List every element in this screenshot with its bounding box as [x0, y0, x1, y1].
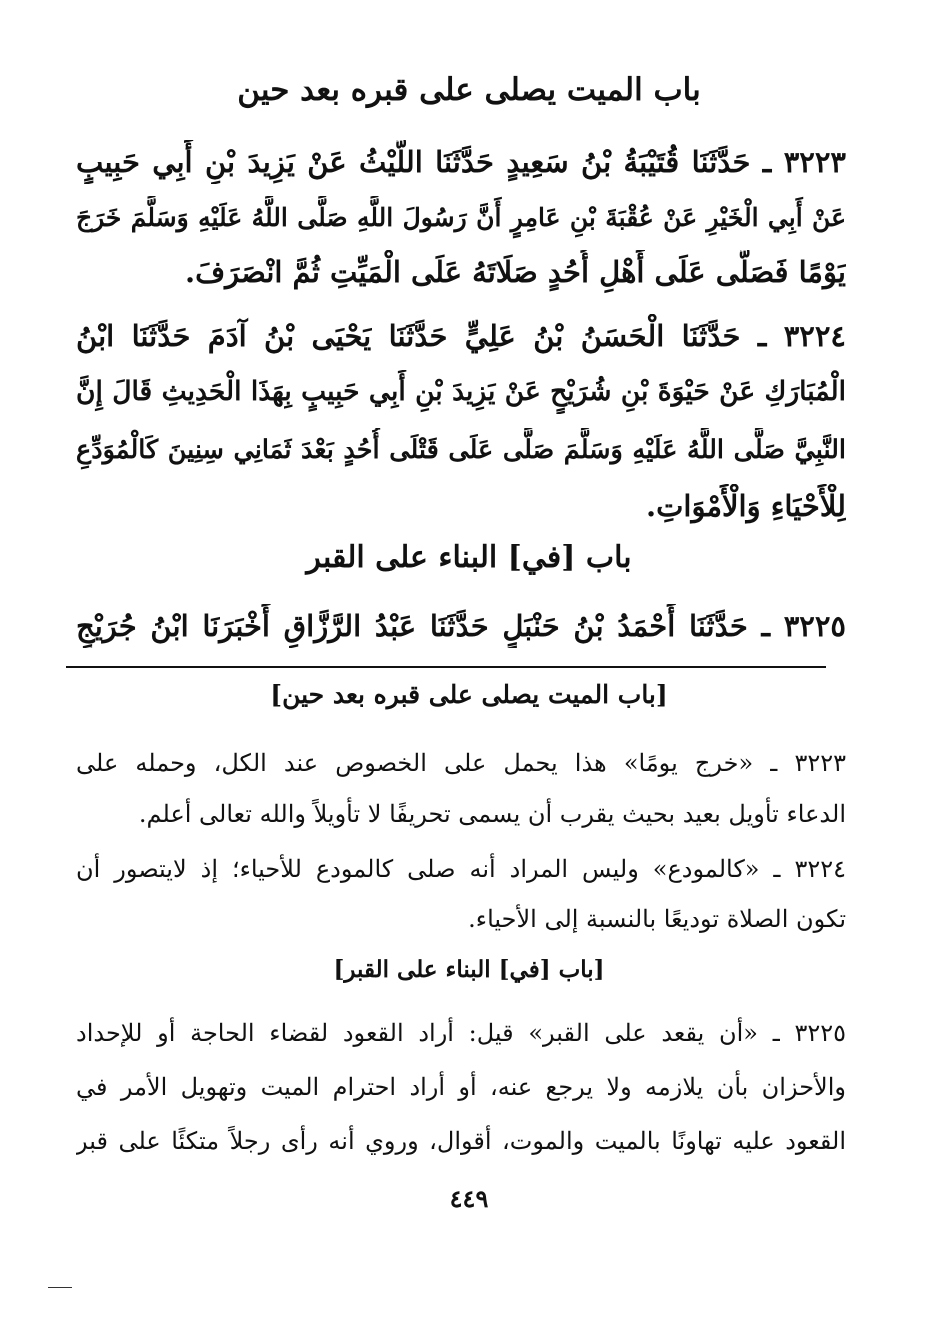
- text-line: ٣٢٢٤ ـ حَدَّثَنَا الْحَسَنُ بْنُ عَلِيٍّ حَدَّثَنَا يَحْيَى بْنُ آدَمَ حَدَّثَنَا ابْنُ: [76, 319, 846, 353]
- text-line: ٣٢٢٥ ـ «أن يقعد على القبر» قيل: أراد القعود لقضاء الحاجة أو للإحداد: [76, 1019, 846, 1047]
- text-line: والأحزان بأن يلازمه ولا يرجع عنه، أو أراد احترام الميت وتهويل الأمر في: [76, 1073, 846, 1101]
- text-line: تكون الصلاة توديعًا بالنسبة إلى الأحياء.: [468, 905, 846, 933]
- page-number: ٤٤٩: [449, 1184, 489, 1213]
- text-line: الدعاء تأويل بعيد بحيث يقرب أن يسمى تحريفًا لا تأويلاً والله تعالى أعلم.: [138, 800, 846, 828]
- text-line: لِلْأَحْيَاءِ وَالْأَمْوَاتِ.: [646, 489, 846, 523]
- chapter-title: باب [في] البناء على القبر: [306, 540, 632, 575]
- commentary-chapter-title: [باب الميت يصلى على قبره بعد حين]: [270, 680, 668, 709]
- commentary-chapter-title: [باب [في] البناء على القبر]: [333, 956, 605, 983]
- scan-mark: [48, 1287, 72, 1288]
- text-line: ٣٢٢٤ ـ «كالمودع» وليس المراد أنه صلى كالمودع للأحياء؛ إذ لايتصور أن: [76, 855, 846, 883]
- chapter-title: باب الميت يصلى على قبره بعد حين: [237, 72, 701, 108]
- text-line: الْمُبَارَكِ عَنْ حَيْوَةَ بْنِ شُرَيْحٍ عَنْ يَزِيدَ بْنِ أَبِي حَبِيبٍ بِهَذَا الْحَدِيثِ قَالَ إِنَّ: [76, 376, 846, 407]
- text-line: ٣٢٢٣ ـ حَدَّثَنَا قُتَيْبَةُ بْنُ سَعِيدٍ حَدَّثَنَا اللَّيْثُ عَنْ يَزِيدَ بْنِ أَبِي حَبِيبٍ: [76, 145, 846, 179]
- text-line: يَوْمًا فَصَلَّى عَلَى أَهْلِ أُحُدٍ صَلَاتَهُ عَلَى الْمَيِّتِ ثُمَّ انْصَرَفَ.: [185, 255, 846, 289]
- text-line: النَّبِيَّ صَلَّى اللَّهُ عَلَيْهِ وَسَلَّمَ صَلَّى عَلَى قَتْلَى أُحُدٍ بَعْدَ ثَمَانِي سِنِينَ كَالْمُوَدِّعِ: [76, 435, 846, 465]
- text-line: ٣٢٢٣ ـ «خرج يومًا» هذا يحمل على الخصوص عند الكل، وحمله على: [76, 749, 846, 777]
- text-line: ٣٢٢٥ ـ حَدَّثَنَا أَحْمَدُ بْنُ حَنْبَلٍ حَدَّثَنَا عَبْدُ الرَّزَّاقِ أَخْبَرَنَا ابْنُ جُرَيْجٍ: [76, 609, 846, 643]
- text-line: عَنْ أَبِي الْخَيْرِ عَنْ عُقْبَةَ بْنِ عَامِرٍ أَنَّ رَسُولَ اللَّهِ صَلَّى اللَّهُ عَلَيْهِ وَسَلَّمَ خَرَجَ: [76, 203, 846, 232]
- text-line: القعود عليه تهاونًا بالميت والموت، أقوال، وروي أنه رأى رجلاً متكئًا على قبر: [76, 1127, 846, 1155]
- footnote-divider: [66, 666, 826, 668]
